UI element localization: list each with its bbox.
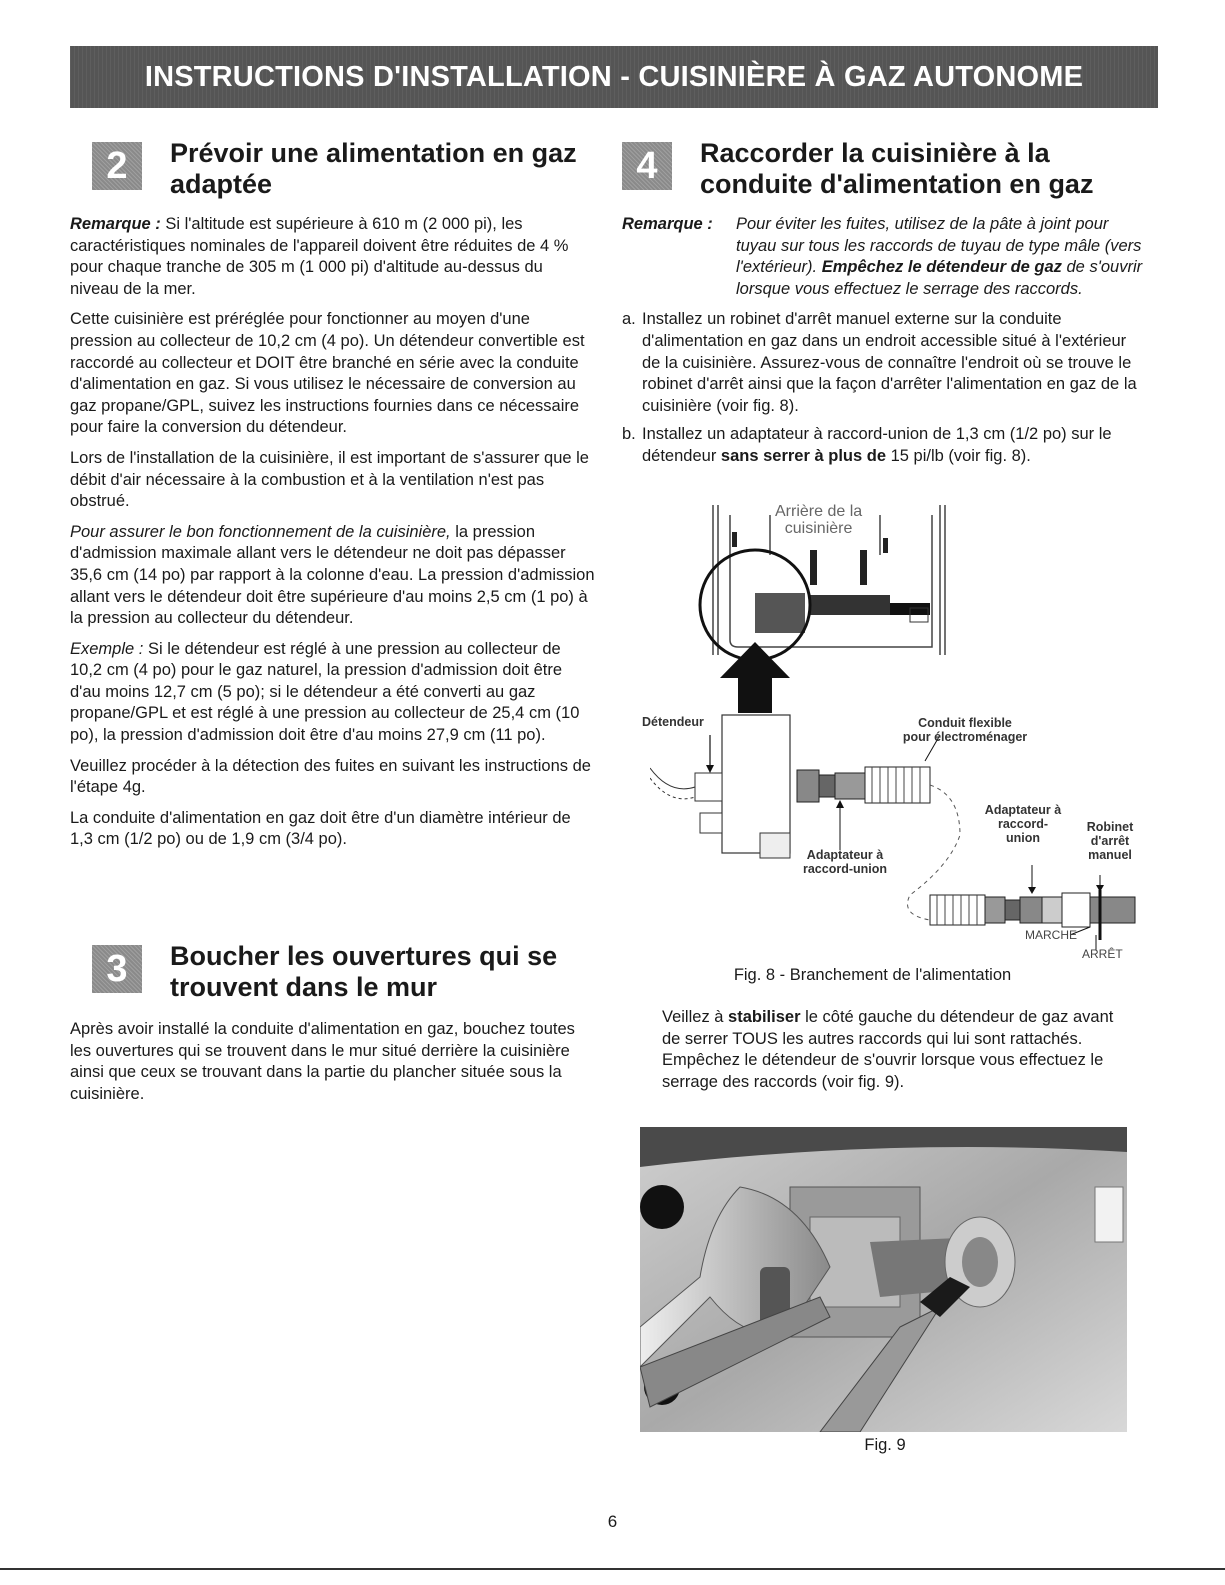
step-4-number: 4 [622, 142, 672, 190]
example-paragraph: Exemple : Si le détendeur est réglé à une pression au collecteur de 10,2 cm (4 po) pour le gaz naturel, la pression d'admission doit être d'au moins 12,7 cm (5 po); si le détendeur a été converti au gaz propane/GPL et est réglé à une pression au collecteur de 25,4 cm (10 po), la pression d'admission doit être d'au moins 27,9 cm (11 po). [70, 639, 580, 745]
on-label: MARCHE [1025, 928, 1078, 942]
step-2-number: 2 [92, 142, 142, 190]
figure-9-photo [640, 1127, 1127, 1432]
step-2-title: Prévoir une alimentation en gaz adaptée [170, 138, 577, 199]
step-3-body [70, 1019, 595, 1114]
list-item: a. Installez un robinet d'arrêt manuel externe sur la conduite d'alimentation en gaz dans un endroit accessible situé à l'extérieur de la cuisinière. Assurez-vous de connaître l'endroit où se trouve le robinet d'arrêt ainsi que la façon d'arrêter l'alimentation en gaz de la cuisinière (voir fig. 8). [622, 310, 1137, 415]
paragraph: Cette cuisinière est préréglée pour fonctionner au moyen d'une pression au collecteur de 10,2 cm (4 po). Un détendeur convertible est raccordé au collecteur et DOIT être branché en série avec la conduite d'alimentation en gaz. Si vous utilisez le nécessaire de conversion au gaz propane/GPL, suivez les instructions fournies dans ce nécessaire pour faire la conversion du détendeur. [70, 310, 585, 437]
altitude-note: Remarque : Si l'altitude est supérieure à 610 m (2 000 pi), les caractéristiques nominales de l'appareil doivent être réduites de 4 % pour chaque tranche de 305 m (1 000 pi) d'altitude au-dessus du niveau de la mer. [70, 215, 569, 298]
step-4-stabilize-paragraph: Veillez à stabiliser le côté gauche du détendeur de gaz avant de serrer TOUS les autres raccords qui lui sont rattachés. Empêchez le détendeur de s'ouvrir lorsque vous effectuez le serrage des raccords (voir fig. 9). [662, 1008, 1114, 1091]
back-of-range-label: Arrière de la cuisinière [775, 503, 863, 537]
step-3-number: 3 [92, 945, 142, 993]
regulator-label: Détendeur [642, 715, 704, 729]
paragraph: Après avoir installé la conduite d'alimentation en gaz, bouchez toutes les ouvertures qui se trouvent dans le mur situé derrière la cuisinière ainsi que ceux se trouvant dans la partie du plancher située sous la cuisinière. [70, 1020, 575, 1103]
bottom-rule [0, 1568, 1225, 1570]
step-4-heading [622, 138, 1093, 200]
step-2-body [70, 214, 595, 860]
page-number: 6 [607, 1512, 618, 1531]
union-adapter-right-label: Adaptateur à raccord- union [984, 803, 1062, 845]
step-2-heading [92, 138, 577, 200]
figure-9-caption: Fig. 9 [864, 1436, 906, 1454]
flexible-conduit-label: Conduit flexible pour électroménager [902, 716, 1028, 744]
paragraph: Lors de l'installation de la cuisinière, il est important de s'assurer que le débit d'air nécessaire à la combustion et à la ventilation n'est pas obstrué. [70, 448, 589, 511]
step-4-body [622, 214, 1147, 475]
shutoff-valve-label: Robinet d'arrêt manuel [1086, 820, 1134, 862]
step-4-title: Raccorder la cuisinière à la conduite d'alimentation en gaz [700, 138, 1094, 199]
paragraph: La conduite d'alimentation en gaz doit être d'un diamètre intérieur de 1,3 cm (1/2 po) ou de 1,9 cm (3/4 po). [70, 808, 571, 849]
step-4-note: Remarque : Pour éviter les fuites, utilisez de la pâte à joint pour tuyau sur tous les raccords de tuyau de type mâle (vers l'extérieur). Empêchez le détendeur de gaz de s'ouvrir lorsque vous effectuez le serrage des raccords. [622, 215, 1143, 298]
list-item: b. Installez un adaptateur à raccord-union de 1,3 cm (1/2 po) sur le détendeur sans serrer à plus de 15 pi/lb (voir fig. 8). [622, 425, 1112, 465]
wrench-regulator-photo [640, 1127, 1127, 1432]
paragraph: Pour assurer le bon fonctionnement de la cuisinière, la pression d'admission maximale allant vers le détendeur ne doit pas dépasser 35,6 cm (14 po) par rapport à la colonne d'eau. La pression d'admission allant vers le détendeur doit être supérieure d'au moins 2,5 cm (1 po) à la pression au collecteur du détendeur. [70, 522, 595, 628]
figure-8-caption: Fig. 8 - Branchement de l'alimentation [733, 966, 1012, 984]
step-3-heading [92, 941, 557, 1003]
union-adapter-left-label: Adaptateur à raccord-union [802, 848, 888, 876]
page-banner: INSTRUCTIONS D'INSTALLATION - CUISINIÈRE À GAZ AUTONOME [70, 46, 1158, 108]
off-label: ARRÊT [1082, 947, 1123, 961]
step-3-title: Boucher les ouvertures qui se trouvent dans le mur [170, 941, 558, 1002]
paragraph: Veuillez procéder à la détection des fuites en suivant les instructions de l'étape 4g. [70, 756, 591, 797]
figure-8-diagram [642, 495, 1155, 965]
